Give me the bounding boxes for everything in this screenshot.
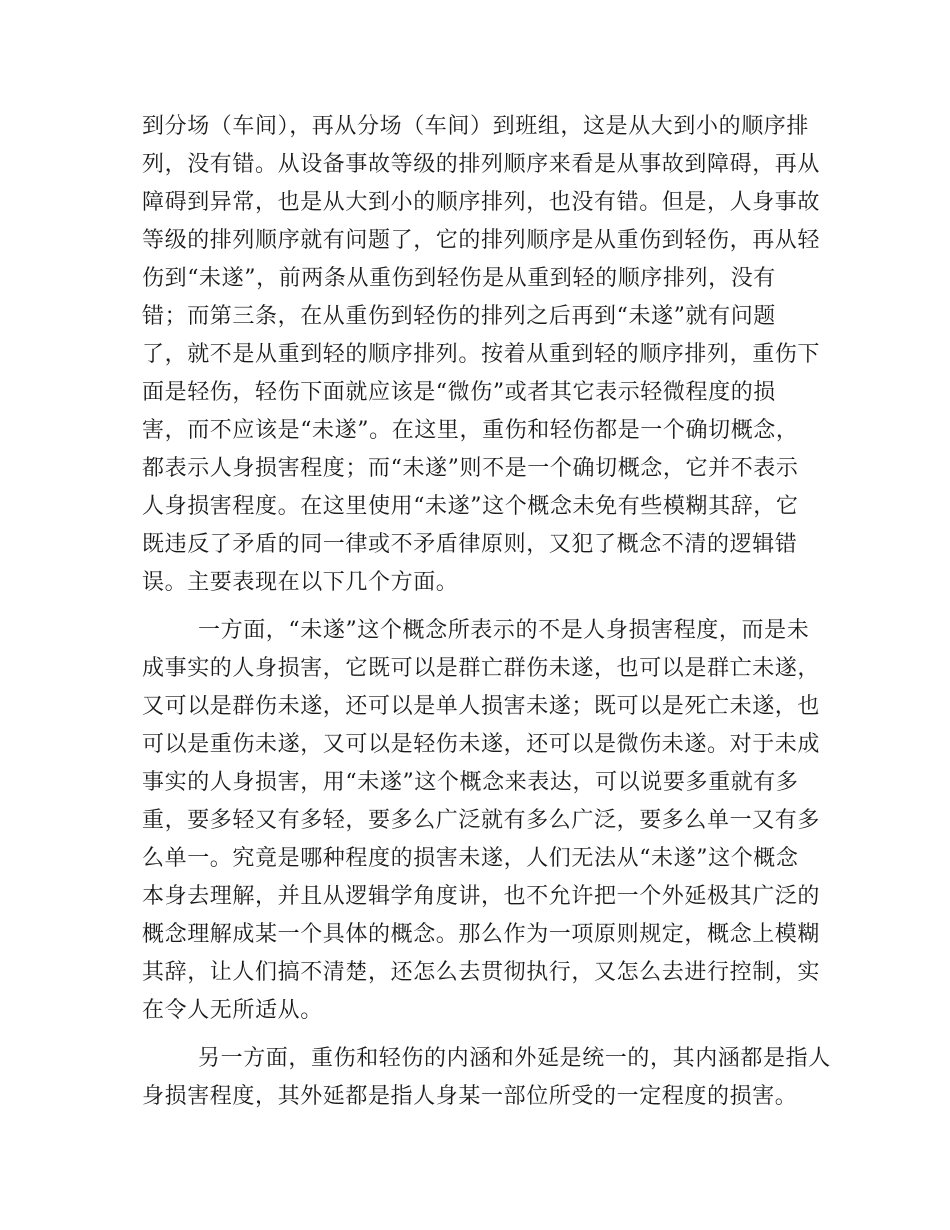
text-line: 障碍到异常，也是从大到小的顺序排列，也没有错。但是，人身事故 xyxy=(142,190,821,215)
text-line: 误。主要表现在以下几个方面。 xyxy=(142,570,459,595)
text-line: 面是轻伤，轻伤下面就应该是“微伤”或者其它表示轻微程度的损 xyxy=(142,380,776,405)
text-line: 事实的人身损害，用“未遂”这个概念来表达，可以说要多重就有多 xyxy=(142,770,799,795)
text-line: 又可以是群伤未遂，还可以是单人损害未遂；既可以是死亡未遂，也 xyxy=(142,694,821,719)
text-line: 既违反了矛盾的同一律或不矛盾律原则，又犯了概念不清的逻辑错 xyxy=(142,532,798,557)
text-line: 伤到“未遂”，前两条从重伤到轻伤是从重到轻的顺序排列，没有 xyxy=(142,266,776,291)
text-line: 都表示人身损害程度；而“未遂”则不是一个确切概念，它并不表示 xyxy=(142,456,799,481)
text-line: 到分场（车间），再从分场（车间）到班组，这是从大到小的顺序排 xyxy=(142,114,810,139)
text-line: 概念理解成某一个具体的概念。那么作为一项原则规定，概念上模糊 xyxy=(142,922,821,947)
text-line: 了，就不是从重到轻的顺序排列。按着从重到轻的顺序排列，重伤下 xyxy=(142,342,821,367)
text-line: 在令人无所适从。 xyxy=(142,998,323,1023)
text-line: 列，没有错。从设备事故等级的排列顺序来看是从事故到障碍，再从 xyxy=(142,152,821,177)
text-line: 错；而第三条，在从重伤到轻伤的排列之后再到“未遂”就有问题 xyxy=(142,304,776,329)
text-line: 成事实的人身损害，它既可以是群亡群伤未遂，也可以是群亡未遂， xyxy=(142,656,821,681)
text-line: 其辞，让人们搞不清楚，还怎么去贯彻执行，又怎么去进行控制，实 xyxy=(142,960,821,985)
text-line: 重，要多轻又有多轻，要多么广泛就有多么广泛，要多么单一又有多 xyxy=(142,808,821,833)
text-line: 等级的排列顺序就有问题了，它的排列顺序是从重伤到轻伤，再从轻 xyxy=(142,228,821,253)
text-line: 身损害程度，其外延都是指人身某一部位所受的一定程度的损害。 xyxy=(142,1084,798,1109)
text-line: 人身损害程度。在这里使用“未遂”这个概念未免有些模糊其辞，它 xyxy=(142,494,799,519)
text-line: 另一方面，重伤和轻伤的内涵和外延是统一的，其内涵都是指人 xyxy=(198,1046,831,1071)
text-line: 害，而不应该是“未遂”。在这里，重伤和轻伤都是一个确切概念， xyxy=(142,418,799,443)
text-line: 么单一。究竟是哪种程度的损害未遂，人们无法从“未遂”这个概念 xyxy=(142,846,799,871)
text-line: 一方面，“未遂”这个概念所表示的不是人身损害程度，而是未 xyxy=(198,618,810,643)
text-line: 本身去理解，并且从逻辑学角度讲，也不允许把一个外延极其广泛的 xyxy=(142,884,821,909)
text-line: 可以是重伤未遂，又可以是轻伤未遂，还可以是微伤未遂。对于未成 xyxy=(142,732,821,757)
